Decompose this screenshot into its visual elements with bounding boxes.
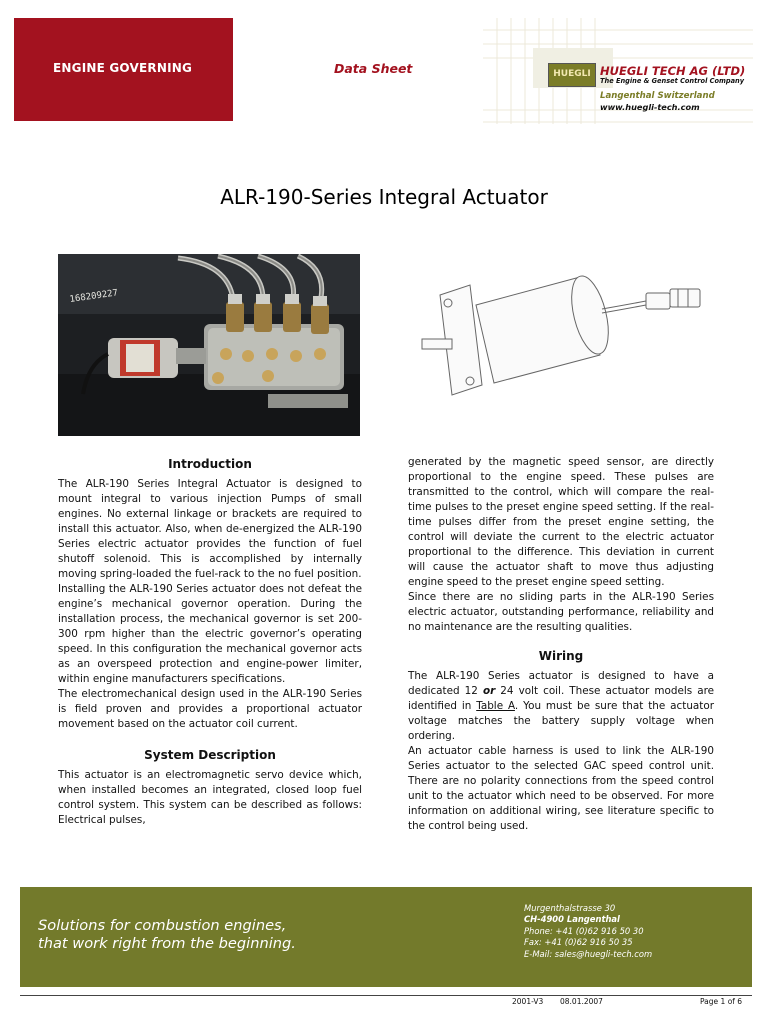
slogan-line-1: Solutions for combustion engines, bbox=[38, 917, 287, 934]
photo-serial-number: 168209227 bbox=[69, 288, 119, 305]
actuator-line-drawing bbox=[410, 255, 710, 405]
continued-paragraph-2: Since there are no sliding parts in the ALR-190 Series electric actuator, outstanding performance, reliability and no maintenance are the resulting qualities. bbox=[408, 591, 714, 633]
page-title: ALR-190-Series Integral Actuator bbox=[220, 185, 548, 209]
company-tagline: The Engine & Genset Control Company bbox=[600, 77, 745, 85]
wiring-text-b: 24 volt coil. These actuator models are identified in bbox=[408, 685, 715, 712]
address-email[interactable]: E-Mail: sales@huegli-tech.com bbox=[524, 948, 653, 959]
wiring-text-a: The ALR-190 Series actuator is designed to have a dedicated 12 bbox=[408, 670, 714, 697]
doc-date: 08.01.2007 bbox=[560, 997, 603, 1006]
wiring-paragraph-1 bbox=[408, 669, 714, 744]
wiring-heading: Wiring bbox=[538, 649, 584, 663]
footer-rule bbox=[20, 995, 752, 996]
company-website[interactable]: www.huegli-tech.com bbox=[600, 102, 700, 112]
logo-text: HUEGLI bbox=[553, 69, 591, 79]
section-label: ENGINE GOVERNING bbox=[53, 61, 193, 75]
wiring-or-emphasis: or bbox=[482, 685, 496, 697]
address-street: Murgenthalstrasse 30 bbox=[524, 903, 616, 913]
intro-heading: Introduction bbox=[168, 457, 252, 471]
intro-paragraph-1: The ALR-190 Series Integral Actuator is designed to mount integral to various injection Pumps of small engines. No external linkage or brackets are required to install this actuator. Also, when de-energized the ALR-190 Series electric actuator provides the function of fuel shutoff solenoid. This is accomplished by internally moving spring-loaded the fuel-rack to the no fuel position. bbox=[58, 478, 362, 580]
address-city: CH-4900 Langenthal bbox=[524, 914, 620, 925]
engine-actuator-photo bbox=[58, 254, 360, 436]
slogan-line-2: that work right from the beginning. bbox=[38, 935, 296, 952]
company-name: HUEGLI TECH AG (LTD) bbox=[600, 64, 746, 78]
doc-version: 2001-V3 bbox=[512, 997, 544, 1006]
company-location: Langenthal Switzerland bbox=[600, 91, 715, 101]
footer-slogan bbox=[38, 917, 296, 953]
page-number: Page 1 of 6 bbox=[700, 997, 743, 1006]
table-a-link[interactable]: Table A bbox=[476, 700, 515, 712]
footer-address bbox=[524, 903, 652, 960]
system-description-paragraph: This actuator is an electromagnetic servo device which, when installed becomes an integrated, closed loop fuel control system. This system can be described as follows: Electrical pulses, bbox=[58, 769, 362, 826]
address-phone: Phone: +41 (0)62 916 50 30 bbox=[524, 925, 644, 936]
company-logo bbox=[548, 63, 596, 87]
doc-type-label: Data Sheet bbox=[334, 61, 413, 76]
intro-paragraph-2: Installing the ALR-190 Series actuator does not defeat the engine’s mechanical governor operation. During the installation process, the mechanical governor is set 200-300 rpm higher than the electric governor’s operating speed. In this configuration the mechanical governor acts as an overspeed protection and engine-power limiter, within engine manufacturers specifications. bbox=[58, 583, 362, 685]
right-column bbox=[408, 455, 714, 834]
system-description-heading: System Description bbox=[144, 748, 276, 762]
address-fax: Fax: +41 (0)62 916 50 35 bbox=[524, 937, 633, 948]
left-column bbox=[58, 457, 362, 828]
wiring-paragraph-2: An actuator cable harness is used to link the ALR-190 Series actuator to the selected GAC speed control unit. There are no polarity connections from the speed control unit to the actuator which need to be observed. For more information on additional wiring, see literature specific to the control being used. bbox=[408, 745, 714, 832]
intro-paragraph-3: The electromechanical design used in the ALR-190 Series is field proven and provides a proportional actuator movement based on the actuator coil current. bbox=[58, 688, 362, 730]
wiring-text-c: . You must be sure that the actuator voltage matches the battery supply voltage when ordering. bbox=[408, 700, 714, 742]
continued-paragraph-1: generated by the magnetic speed sensor, are directly proportional to the engine speed. These pulses are transmitted to the control, which will compare the real-time pulses to the preset engine speed setting. If the real-time pulses differ from the preset engine setting, the control will deviate the current to the electric actuator proportional to the difference. This deviation in current will cause the actuator shaft to move thus adjusting engine speed to the preset engine speed setting. bbox=[408, 456, 714, 588]
